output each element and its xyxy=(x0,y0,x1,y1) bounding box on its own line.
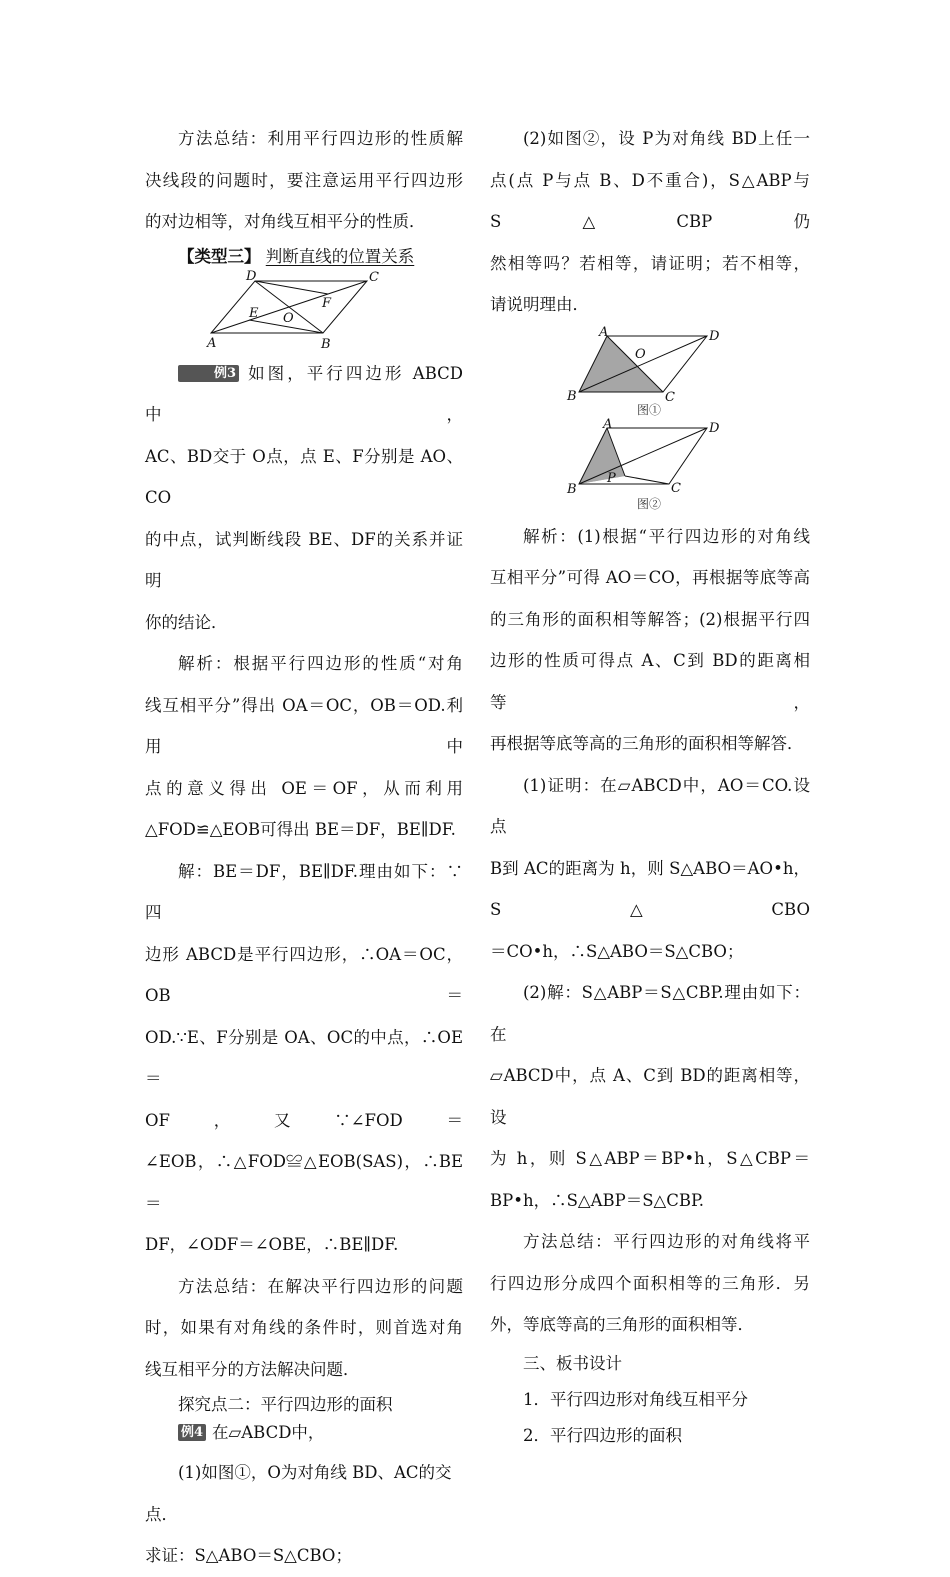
figure-1 xyxy=(565,324,735,420)
q2-line: 请说明理由． xyxy=(490,295,589,314)
fig2-caption: 图② xyxy=(637,496,662,511)
fig1-label-a: A xyxy=(599,324,609,340)
figure-2 xyxy=(565,418,735,516)
board-design-heading: 三、板书设计 xyxy=(523,1353,622,1373)
fig3-label-o: O xyxy=(283,310,294,326)
fig2-label-c: C xyxy=(671,480,681,496)
inquiry-point-2: 探究点二：平行四边形的面积 xyxy=(178,1395,393,1414)
summary3-line: 方法总结：平行四边形的对角线将平 xyxy=(523,1232,810,1251)
summary2-line: 线互相平分的方法解决问题． xyxy=(145,1359,360,1379)
q2-line: 然相等吗？若相等，请证明；若不相等， xyxy=(490,253,810,273)
analysis3-line: 点的意义得出 OE＝OF，从而利用 xyxy=(145,778,463,798)
summary2-line: 时，如果有对角线的条件时，则首选对角 xyxy=(145,1318,463,1337)
summary2-line: 方法总结：在解决平行四边形的问题 xyxy=(178,1276,463,1296)
ex4-text: 在▱ABCD中， xyxy=(212,1423,325,1442)
board-item: 2．平行四边形的面积 xyxy=(523,1425,682,1445)
ex3-text: 如图，平行四边形 ABCD 中， xyxy=(145,363,463,424)
analysis3-line: 解析：根据平行四边形的性质“对角 xyxy=(178,654,463,673)
solution3-line: 解：BE＝DF，BE∥DF.理由如下：∵四 xyxy=(145,861,463,922)
analysis3-line: 线互相平分”得出 OA＝OC，OB＝OD.利用中 xyxy=(145,695,463,756)
summary1-line: 的对边相等，对角线互相平分的性质． xyxy=(145,212,426,231)
analysis4-line: 边形的性质可得点 A、C到 BD的距离相等， xyxy=(490,651,810,712)
solution3-line: 边形 ABCD是平行四边形，∴OA＝OC，OB＝ xyxy=(145,944,463,1005)
type3-title: 判断直线的位置关系 xyxy=(265,246,415,266)
q2-line: (2)如图②，设 P为对角线 BD上任一 xyxy=(523,129,810,148)
ex3-badge: 例3 xyxy=(178,365,239,382)
ex4-badge: 例4 xyxy=(178,1424,206,1441)
fig1-label-c: C xyxy=(665,389,675,405)
solution3-line: DF，∠ODF＝∠OBE，∴BE∥DF. xyxy=(145,1235,399,1254)
summary1-line: 方法总结：利用平行四边形的性质解 xyxy=(178,129,463,148)
fig3-label-f: F xyxy=(322,295,332,311)
summary1-line: 决线段的问题时，要注意运用平行四边形 xyxy=(145,170,463,190)
q1-line: (1)如图①，O为对角线 BD、AC的交点． xyxy=(145,1463,452,1524)
ex3-first-line xyxy=(145,353,463,436)
fig1-label-d: D xyxy=(709,328,720,344)
ex3-line: 的中点，试判断线段 BE、DF的关系并证明 xyxy=(145,529,463,590)
fig3-label-e: E xyxy=(249,305,259,321)
analysis4-line: 的三角形的面积相等解答；(2)根据平行四 xyxy=(490,609,810,629)
solution3-line: OD.∵E、F分别是 OA、OC的中点，∴OE＝ xyxy=(145,1027,463,1088)
proof2-line: 为 h，则 S△ABP＝BP•h，S△CBP＝ xyxy=(490,1149,810,1168)
proof1-line: (1)证明：在▱ABCD中，AO＝CO.设点 xyxy=(490,775,810,836)
fig3-label-d: D xyxy=(246,268,257,284)
summary3-line: 行四边形分成四个面积相等的三角形．另 xyxy=(490,1273,810,1293)
fig2-label-b: B xyxy=(567,481,577,497)
proof1-line: B到 AC的距离为 h，则 S△ABO＝AO•h，S△CBO xyxy=(490,858,810,919)
summary3-line: 外，等底等高的三角形的面积相等． xyxy=(490,1315,754,1334)
ex3-line: 你的结论． xyxy=(145,612,228,632)
analysis4-line: 解析：(1)根据“平行四边形的对角线 xyxy=(523,526,810,546)
fig1-label-o: O xyxy=(635,346,646,362)
proof2-line: (2)解：S△ABP＝S△CBP.理由如下：在 xyxy=(490,983,810,1044)
fig2-label-p: P xyxy=(607,470,616,486)
analysis3-line: △FOD≌△EOB可得出 BE＝DF，BE∥DF. xyxy=(145,820,456,839)
solution3-line: OF，又∵∠FOD＝ xyxy=(145,1110,463,1130)
solution3-line: ∠EOB，∴△FOD≌△EOB(SAS)，∴BE＝ xyxy=(145,1152,463,1213)
fig2-label-a: A xyxy=(603,416,613,432)
proof2-line: ▱ABCD中，点 A、C到 BD的距离相等，设 xyxy=(490,1066,810,1127)
ex4-line xyxy=(145,1420,463,1446)
fig3-label-b: B xyxy=(321,336,331,352)
ex3-line: AC、BD交于 O点，点 E、F分别是 AO、CO xyxy=(145,446,463,507)
type3-heading xyxy=(145,243,463,271)
fig1-label-b: B xyxy=(567,388,577,404)
right-column xyxy=(490,118,810,1454)
q1-line: 求证：S△ABO＝S△CBO； xyxy=(145,1546,352,1565)
fig3-label-a: A xyxy=(207,335,217,351)
board-item: 1．平行四边形对角线互相平分 xyxy=(523,1389,748,1409)
type3-bracket: 【类型三】 xyxy=(178,246,261,266)
fig2-label-d: D xyxy=(709,420,720,436)
left-column xyxy=(145,118,463,1577)
analysis4-line: 互相平分”可得 AO＝CO，再根据等底等高 xyxy=(490,568,810,587)
analysis4-line: 再根据等底等高的三角形的面积相等解答． xyxy=(490,734,804,753)
proof2-line: BP•h，∴S△ABP＝S△CBP. xyxy=(490,1190,704,1210)
fig3-label-c: C xyxy=(369,269,379,285)
proof1-line: ＝CO•h，∴S△ABO＝S△CBO； xyxy=(490,941,744,961)
figure-parallelogram-abcd xyxy=(207,268,399,353)
fig1-caption: 图① xyxy=(637,402,662,417)
q2-line: 点(点 P与点 B、D不重合)，S△ABP与 S△CBP仍 xyxy=(490,170,810,231)
